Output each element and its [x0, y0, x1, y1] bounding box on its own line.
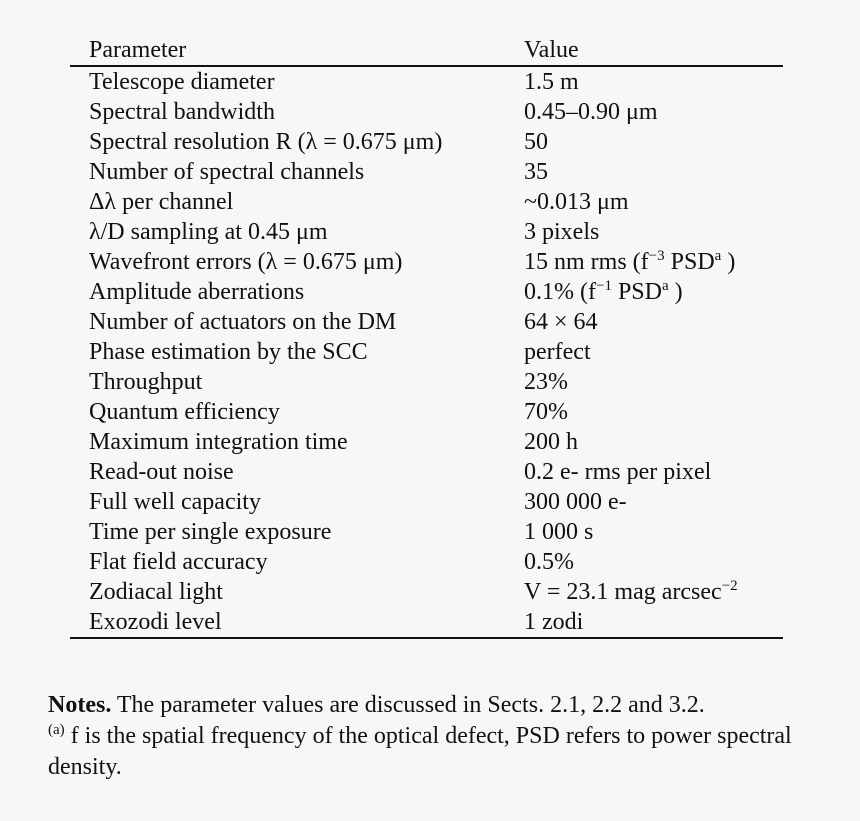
value-cell	[524, 577, 783, 607]
value-value: ~0.013 μm	[524, 189, 629, 215]
value-cell	[524, 277, 783, 307]
value-value: 35	[524, 159, 548, 185]
value-cell	[524, 457, 783, 487]
table-row	[70, 247, 783, 277]
parameter-table-container	[70, 34, 783, 639]
value-value: 50	[524, 129, 548, 155]
value-value: 0.45–0.90 μm	[524, 99, 658, 125]
value-value-mid: PSD	[611, 279, 662, 305]
parameter-cell: Throughput	[89, 369, 203, 395]
value-cell	[524, 367, 783, 397]
parameter-cell: Maximum integration time	[89, 429, 348, 455]
value-value: 70%	[524, 399, 568, 425]
parameter-cell: Spectral bandwidth	[89, 99, 275, 125]
value-cell	[524, 337, 783, 367]
value-cell	[524, 97, 783, 127]
value-cell	[524, 247, 783, 277]
value-value: 300 000 e-	[524, 489, 627, 515]
value-cell	[524, 517, 783, 547]
value-cell	[524, 397, 783, 427]
value-value: 200 h	[524, 429, 578, 455]
table-row	[70, 487, 783, 517]
value-cell	[524, 487, 783, 517]
value-cell	[524, 217, 783, 247]
value-value-sup2: a	[661, 278, 669, 294]
parameter-cell: Telescope diameter	[89, 69, 275, 95]
value-value-sup: −1	[595, 278, 612, 294]
parameter-cell: Amplitude aberrations	[89, 279, 305, 305]
value-value-sup: −3	[648, 248, 665, 264]
parameter-cell: Number of spectral channels	[89, 159, 365, 185]
table-row	[70, 577, 783, 607]
table-notes	[48, 690, 818, 783]
value-value: 0.2 e- rms per pixel	[524, 459, 712, 485]
table-row	[70, 547, 783, 577]
parameter-cell: Read-out noise	[89, 459, 234, 485]
table-header-row	[70, 34, 783, 66]
value-cell	[524, 187, 783, 217]
table-row	[70, 277, 783, 307]
value-value: perfect	[524, 339, 591, 365]
notes-label: Notes.	[48, 692, 112, 718]
table-row	[70, 66, 783, 97]
parameter-cell: Flat field accuracy	[89, 549, 268, 575]
table-row	[70, 427, 783, 457]
parameter-cell: Wavefront errors (λ = 0.675 μm)	[89, 249, 403, 275]
table-row	[70, 307, 783, 337]
table-row	[70, 457, 783, 487]
value-value: 23%	[524, 369, 568, 395]
value-cell	[524, 607, 783, 638]
parameter-cell: Exozodi level	[89, 609, 222, 635]
value-value-end: )	[721, 249, 736, 275]
value-cell	[524, 66, 783, 97]
value-value: 0.1% (f	[524, 279, 596, 305]
parameter-cell: Quantum efficiency	[89, 399, 280, 425]
value-value-sup: −2	[721, 578, 738, 594]
parameter-cell: Zodiacal light	[89, 579, 223, 605]
table-row	[70, 97, 783, 127]
value-cell	[524, 307, 783, 337]
value-value: 3 pixels	[524, 219, 600, 245]
footnote-text: f is the spatial frequency of the optical defect, PSD refers to power spectral density.	[48, 723, 792, 780]
parameter-cell: Δλ per channel	[89, 189, 234, 215]
column-header-parameter: Parameter	[89, 36, 187, 63]
value-value: V = 23.1 mag arcsec	[524, 579, 722, 605]
footnote-mark: (a)	[48, 722, 65, 738]
value-cell	[524, 547, 783, 577]
parameter-cell: Time per single exposure	[89, 519, 332, 545]
value-value: 0.5%	[524, 549, 574, 575]
table-row	[70, 127, 783, 157]
table-row	[70, 367, 783, 397]
value-value: 15 nm rms (f	[524, 249, 649, 275]
value-value-sup2: a	[714, 248, 722, 264]
table-row	[70, 157, 783, 187]
parameter-cell: Number of actuators on the DM	[89, 309, 397, 335]
table-row	[70, 187, 783, 217]
value-value: 1.5 m	[524, 69, 579, 95]
parameter-table	[70, 34, 783, 639]
parameter-cell: Spectral resolution R (λ = 0.675 μm)	[89, 129, 443, 155]
table-body	[70, 66, 783, 638]
table-row	[70, 517, 783, 547]
parameter-cell: Full well capacity	[89, 489, 261, 515]
value-cell	[524, 157, 783, 187]
value-value-end: )	[668, 279, 683, 305]
notes-text: The parameter values are discussed in Sects. 2.1, 2.2 and 3.2.	[111, 692, 705, 718]
value-value: 64 × 64	[524, 309, 598, 335]
column-header-value: Value	[524, 36, 579, 63]
value-value-mid: PSD	[664, 249, 715, 275]
parameter-cell: λ/D sampling at 0.45 μm	[89, 219, 328, 245]
table-row	[70, 607, 783, 638]
value-value: 1 zodi	[524, 609, 584, 635]
parameter-cell: Phase estimation by the SCC	[89, 339, 368, 365]
value-cell	[524, 127, 783, 157]
value-value: 1 000 s	[524, 519, 594, 545]
table-row	[70, 217, 783, 247]
value-cell	[524, 427, 783, 457]
table-row	[70, 337, 783, 367]
table-row	[70, 397, 783, 427]
